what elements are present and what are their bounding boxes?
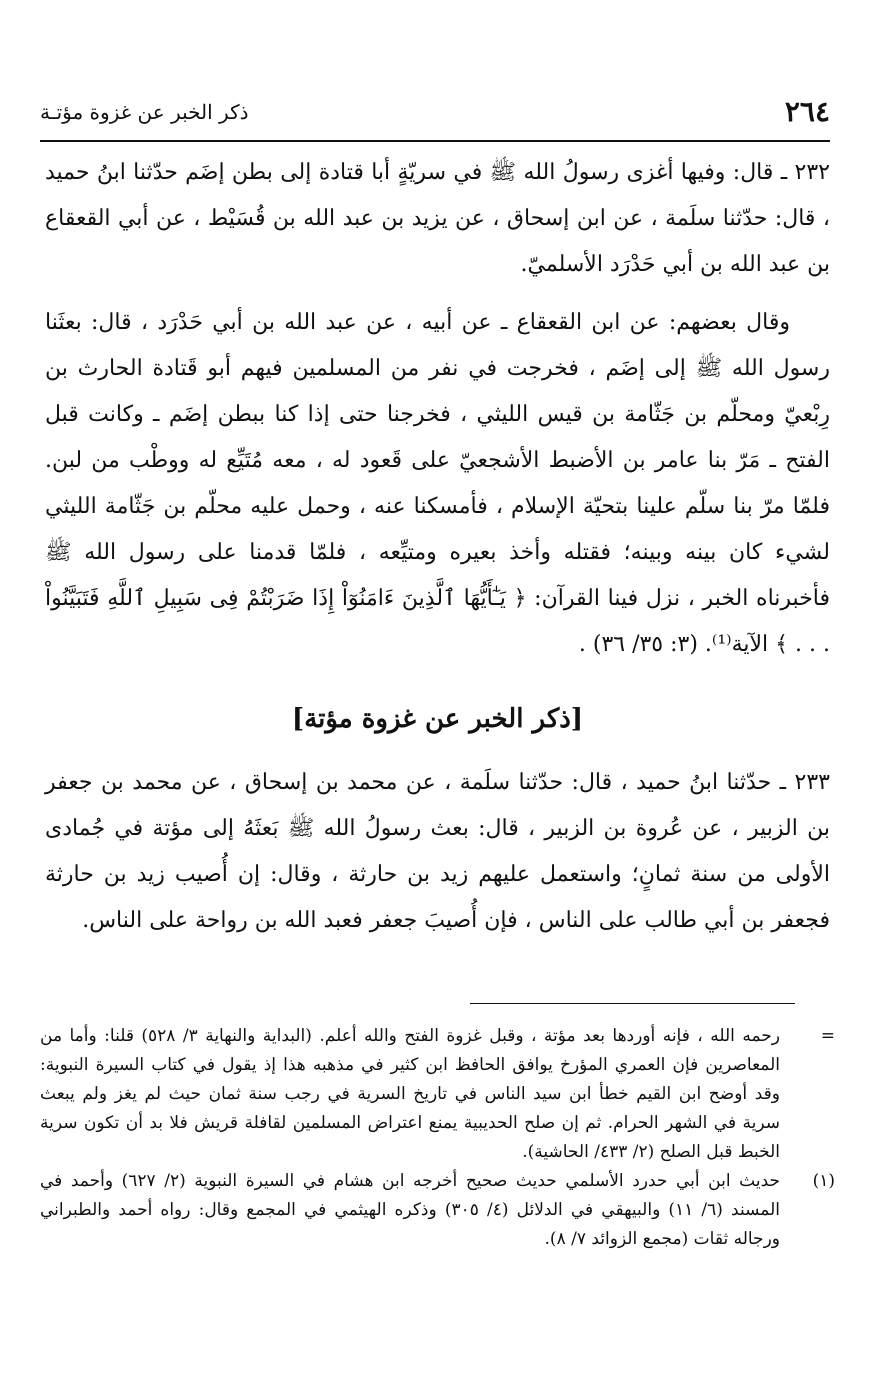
main-text (45, 150, 830, 668)
page-header (40, 92, 830, 132)
page-number: ٢٦٤ (784, 95, 830, 128)
paragraph-232: ٢٣٢ ـ قال: وفيها أغزى رسولُ الله ﷺ في سريّةٍ أبا قتادة إلى بطن إضَم حدّثنا ابنُ حميد ، قال: حدّثنا سلَمة ، عن ابن إسحاق ، عن يزيد بن عبد الله بن قُسَيْط ، عن أبي القعقاع بن عبد الله بن أبي حَدْرَد الأسلميّ. (45, 160, 830, 277)
footnote-text: حديث ابن أبي حدرد الأسلمي حديث صحيح أخرجه ابن هشام في السيرة النبوية (٢/ ٦٢٧) وأحمد في المسند (٦/ ١١) والبيهقي في الدلائل (٤/ ٣٠٥) وذكره الهيثمي في المجمع وقال: رواه أحمد والطبراني ورجاله ثقات (مجمع الزوائد ٧/ ٨). (40, 1171, 781, 1249)
paragraph-233: ٢٣٣ ـ حدّثنا ابنُ حميد ، قال: حدّثنا سلَمة ، عن محمد بن إسحاق ، عن محمد بن جعفر بن الزبير ، عن عُروة بن الزبير ، قال: بعث رسولُ الله ﷺ بَعثَهُ إلى مؤتة في جُمادى الأولى من سنة ثمانٍ؛ واستعمل عليهم زيد بن حارثة ، وقال: إن أُصيب زيد بن حارثة فجعفر بن أبي طالب على الناس ، فإن أُصيبَ جعفر فعبد الله بن رواحة على الناس. (45, 770, 830, 933)
paragraph-232-continued: وقال بعضهم: عن ابن القعقاع ـ عن أبيه ، عن عبد الله بن أبي حَدْرَد ، قال: بعثَنا رسول الله ﷺ إلى إضَم ، فخرجت في نفر من المسلمين فيهم أبو قَتادة الحارث بن رِبْعيّ ومحلّم بن جَثّامة بن قيس الليثي ، فخرجنا حتى إذا كنا ببطن إضَم ـ وكانت قبل الفتح ـ مَرّ بنا عامر بن الأضبط الأشجعيّ على قَعود له ، معه مُتَيِّع له ووطْب من لبن. فلمّا مرّ بنا سلّم علينا بتحيّة الإسلام ، فأمسكنا عنه ، وحمل عليه محلّم بن جَثّامة الليثي لشيء كان بينه وبينه؛ فقتله وأخذ بعيره ومتيِّعه ، فلمّا قدمنا على رسول الله ﷺ فأخبرناه الخبر ، نزل فينا القرآن: ﴿ يَـٰٓأَيُّهَا ٱلَّذِينَ ءَامَنُوٓاْ إِذَا ضَرَبْتُمْ فِى سَبِيلِ ٱللَّهِ فَتَبَيَّنُواْ . . . ﴾ الآية⁽¹⁾. (٣: ٣٥/ ٣٦) . (45, 310, 830, 657)
footnote-continued (40, 1022, 835, 1167)
section-heading: [ذكر الخبر عن غزوة مؤتة] (291, 704, 584, 734)
running-title: ذكر الخبر عن غزوة مؤتـة (40, 100, 249, 124)
footnotes (40, 1022, 835, 1254)
footnote-text: رحمه الله ، فإنه أوردها بعد مؤتة ، وقبل غزوة الفتح والله أعلم. (البداية والنهاية ٣/ ٥٢٨) قلنا: وأما من المعاصرين فإن العمري المؤرخ يوافق الحافظ ابن كثير في مذهبه هذا إذ يقول في كتاب السيرة النبوية: وقد أوضح ابن القيم خطأ ابن سيد الناس في تاريخ السرية في رجب سنة ثمان حيث لم يغز ولم يبعث سرية في الشهر الحرام. ثم إن صلح الحديبية يمنع اعتراض المسلمين لقافلة قريش فلا بد أن تكون سرية الخبط قبل الصلح (٢/ ٤٣٣/ الحاشية). (40, 1026, 780, 1162)
header-divider (40, 140, 830, 142)
footnote-marker: (١) (812, 1171, 835, 1191)
footnote-1 (40, 1167, 835, 1254)
section-text (45, 760, 830, 944)
footnote-divider (470, 1003, 795, 1004)
footnote-marker: = (820, 1026, 835, 1046)
